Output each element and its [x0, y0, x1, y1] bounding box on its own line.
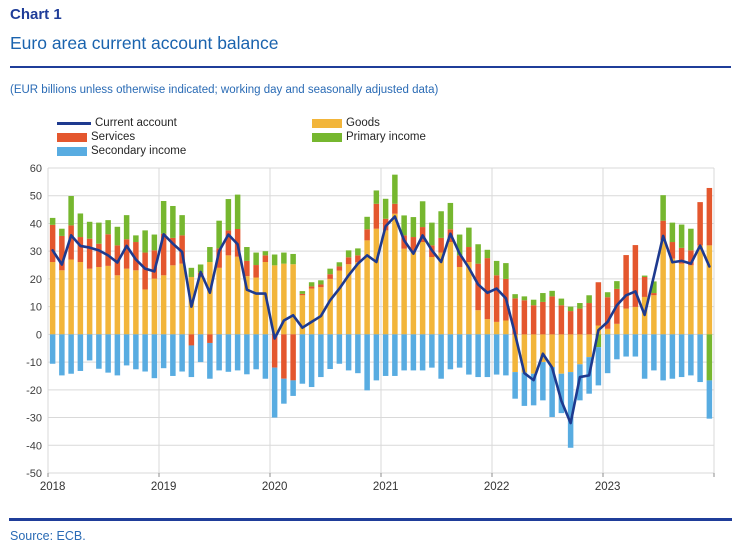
- bar-secondary-income: [448, 334, 454, 369]
- bar-goods: [152, 279, 158, 335]
- bar-secondary-income: [392, 334, 398, 376]
- bar-secondary-income: [189, 345, 195, 377]
- bar-goods: [549, 334, 555, 367]
- bar-secondary-income: [605, 334, 611, 373]
- bar-secondary-income: [429, 334, 435, 367]
- bar-services: [623, 255, 629, 309]
- bar-primary-income: [59, 229, 65, 236]
- bar-services: [281, 334, 287, 378]
- bar-primary-income: [420, 201, 426, 227]
- bar-secondary-income: [309, 334, 315, 387]
- bar-services: [697, 202, 703, 245]
- bar-goods: [697, 245, 703, 334]
- bar-goods: [355, 262, 361, 334]
- bar-primary-income: [411, 217, 417, 237]
- bar-primary-income: [179, 215, 185, 235]
- x-year-label: 2019: [150, 481, 177, 493]
- bar-services: [364, 229, 370, 240]
- bar-goods: [133, 270, 139, 334]
- bar-secondary-income: [411, 334, 417, 370]
- bar-goods: [448, 242, 454, 334]
- bar-services: [559, 305, 565, 334]
- bar-primary-income: [170, 206, 176, 238]
- bar-goods: [559, 334, 565, 373]
- bar-goods: [253, 278, 259, 335]
- bar-secondary-income: [115, 334, 121, 375]
- bar-services: [577, 309, 583, 335]
- bar-secondary-income: [401, 334, 407, 370]
- source-text: Source: ECB.: [10, 529, 86, 543]
- bar-services: [300, 294, 306, 295]
- bar-services: [651, 293, 657, 295]
- bar-secondary-income: [179, 334, 185, 371]
- bar-primary-income: [152, 235, 158, 251]
- bar-secondary-income: [420, 334, 426, 370]
- bar-goods: [485, 319, 491, 334]
- bar-primary-income: [660, 195, 666, 221]
- bar-services: [142, 253, 148, 290]
- bar-secondary-income: [485, 334, 491, 377]
- bar-primary-income: [568, 307, 574, 311]
- bar-secondary-income: [59, 334, 65, 375]
- bar-primary-income: [549, 291, 555, 297]
- bar-primary-income: [142, 230, 148, 252]
- bar-primary-income: [96, 223, 102, 244]
- bar-goods: [207, 262, 213, 334]
- bar-goods: [374, 229, 380, 335]
- bar-primary-income: [115, 227, 121, 246]
- bar-goods: [87, 269, 93, 335]
- bar-primary-income: [161, 201, 167, 234]
- bar-primary-income: [309, 282, 315, 286]
- bar-secondary-income: [281, 379, 287, 404]
- bar-secondary-income: [670, 334, 676, 378]
- bar-goods: [115, 275, 121, 334]
- bar-primary-income: [475, 244, 481, 263]
- bar-services: [392, 204, 398, 214]
- x-year-label: 2021: [372, 481, 399, 493]
- bar-services: [596, 282, 602, 325]
- y-tick-label: -50: [26, 468, 42, 480]
- bar-services: [337, 266, 343, 270]
- bar-primary-income: [485, 250, 491, 258]
- bar-primary-income: [642, 276, 648, 277]
- bar-secondary-income: [346, 334, 352, 370]
- bar-goods: [688, 265, 694, 334]
- bar-primary-income: [559, 299, 565, 306]
- bar-secondary-income: [707, 380, 713, 418]
- bar-primary-income: [512, 294, 518, 298]
- bar-goods: [290, 264, 296, 334]
- bar-goods: [586, 334, 592, 357]
- bar-goods: [475, 310, 481, 334]
- legend-label-goods: Goods: [346, 117, 380, 129]
- bar-goods: [124, 269, 130, 335]
- bar-goods: [457, 267, 463, 334]
- bar-goods: [494, 322, 500, 334]
- chart-kicker: Chart 1: [10, 6, 62, 23]
- bar-secondary-income: [540, 362, 546, 400]
- bar-secondary-income: [216, 334, 222, 370]
- bar-primary-income: [290, 254, 296, 264]
- bar-secondary-income: [300, 334, 306, 383]
- bar-secondary-income: [50, 334, 56, 363]
- x-year-label: 2022: [483, 481, 510, 493]
- x-year-label: 2023: [594, 481, 621, 493]
- bar-goods: [59, 270, 65, 334]
- bar-secondary-income: [697, 334, 703, 382]
- bar-primary-income: [87, 222, 93, 239]
- bar-secondary-income: [494, 334, 500, 374]
- bar-services: [586, 303, 592, 334]
- y-tick-label: -10: [26, 357, 42, 370]
- bar-goods: [438, 253, 444, 335]
- bar-services: [531, 305, 537, 334]
- bar-goods: [226, 255, 232, 334]
- bar-goods: [383, 230, 389, 334]
- bar-primary-income: [586, 295, 592, 303]
- x-year-label: 2018: [39, 481, 66, 493]
- bar-primary-income: [392, 175, 398, 204]
- bar-services: [50, 225, 56, 262]
- bar-primary-income: [679, 225, 685, 248]
- bar-primary-income: [429, 223, 435, 246]
- bar-primary-income: [281, 253, 287, 264]
- bar-primary-income: [466, 228, 472, 247]
- bar-services: [494, 275, 500, 322]
- bar-goods: [78, 262, 84, 334]
- bar-goods: [235, 257, 241, 335]
- bar-services: [549, 296, 555, 334]
- bar-primary-income: [244, 247, 250, 261]
- bar-goods: [429, 257, 435, 334]
- bar-goods: [614, 324, 620, 335]
- bar-primary-income: [253, 253, 259, 265]
- bar-services: [124, 239, 130, 268]
- bar-goods: [679, 264, 685, 335]
- bar-secondary-income: [105, 334, 111, 372]
- bar-secondary-income: [170, 334, 176, 376]
- bar-secondary-income: [475, 334, 481, 377]
- bar-secondary-income: [226, 334, 232, 371]
- bar-primary-income: [124, 215, 130, 239]
- bar-goods: [392, 214, 398, 335]
- bar-services: [346, 257, 352, 264]
- bar-goods: [660, 240, 666, 334]
- bar-primary-income: [577, 303, 583, 309]
- bar-services: [189, 334, 195, 345]
- bar-goods: [531, 334, 537, 373]
- bar-services: [642, 277, 648, 297]
- bar-primary-income: [207, 247, 213, 262]
- bar-secondary-income: [623, 334, 629, 356]
- bar-secondary-income: [438, 334, 444, 378]
- footer-rule: [9, 518, 732, 521]
- bar-secondary-income: [161, 334, 167, 368]
- bar-goods: [707, 245, 713, 334]
- bar-services: [105, 234, 111, 266]
- bar-secondary-income: [522, 373, 528, 406]
- bar-secondary-income: [133, 334, 139, 369]
- bar-services: [290, 334, 296, 380]
- bar-goods: [503, 321, 509, 335]
- y-tick-label: -40: [26, 440, 42, 453]
- y-tick-label: 60: [29, 163, 42, 175]
- bar-secondary-income: [152, 334, 158, 378]
- bar-services: [374, 204, 380, 229]
- bar-goods: [309, 289, 315, 335]
- bar-primary-income: [50, 218, 56, 225]
- bar-services: [96, 244, 102, 267]
- bar-secondary-income: [263, 334, 269, 378]
- bar-secondary-income: [96, 334, 102, 368]
- bar-primary-income: [226, 199, 232, 230]
- bar-primary-income: [494, 261, 500, 275]
- bar-primary-income: [364, 217, 370, 229]
- bar-services: [253, 265, 259, 277]
- bar-primary-income: [263, 251, 269, 255]
- bar-goods: [651, 295, 657, 334]
- bar-goods: [50, 262, 56, 334]
- bar-primary-income: [68, 196, 74, 225]
- bar-goods: [327, 279, 333, 334]
- bar-primary-income: [503, 263, 509, 279]
- bar-secondary-income: [596, 347, 602, 385]
- bar-secondary-income: [374, 334, 380, 380]
- bar-secondary-income: [688, 334, 694, 375]
- bar-goods: [161, 275, 167, 334]
- bar-primary-income: [327, 269, 333, 275]
- bar-goods: [605, 329, 611, 335]
- bar-primary-income: [355, 248, 361, 255]
- bar-primary-income: [78, 213, 84, 237]
- bar-secondary-income: [642, 334, 648, 378]
- bar-secondary-income: [614, 334, 620, 359]
- bar-goods: [198, 277, 204, 334]
- bar-secondary-income: [87, 334, 93, 360]
- bar-secondary-income: [383, 334, 389, 376]
- bar-primary-income: [272, 255, 278, 266]
- bar-primary-income: [438, 211, 444, 238]
- bar-primary-income: [300, 291, 306, 294]
- bar-services: [87, 239, 93, 269]
- y-tick-label: 50: [29, 190, 42, 203]
- legend-label-services: Services: [91, 131, 136, 143]
- bar-goods: [670, 259, 676, 335]
- legend-label-current-account: Current account: [95, 117, 177, 129]
- bar-secondary-income: [244, 334, 250, 374]
- chart-note: (EUR billions unless otherwise indicated; working day and seasonally adjusted data): [10, 84, 439, 96]
- bar-primary-income: [337, 262, 343, 266]
- bar-secondary-income: [327, 334, 333, 369]
- bar-secondary-income: [68, 334, 74, 373]
- bar-services: [318, 284, 324, 287]
- bar-primary-income: [688, 229, 694, 251]
- bar-goods: [105, 266, 111, 334]
- bar-goods: [142, 289, 148, 334]
- bar-primary-income: [670, 223, 676, 242]
- bar-primary-income: [189, 268, 195, 277]
- bar-secondary-income: [466, 334, 472, 374]
- bar-services: [207, 334, 213, 343]
- bar-goods: [577, 334, 583, 364]
- y-tick-label: 30: [29, 246, 42, 259]
- bar-services: [485, 258, 491, 319]
- bar-services: [466, 247, 472, 262]
- bar-secondary-income: [679, 334, 685, 377]
- bar-primary-income: [374, 190, 380, 203]
- bar-secondary-income: [253, 334, 259, 369]
- bar-primary-income: [540, 293, 546, 302]
- bar-services: [327, 274, 333, 279]
- bar-services: [568, 311, 574, 334]
- bar-goods: [337, 271, 343, 335]
- bar-goods: [68, 260, 74, 335]
- bar-services: [78, 237, 84, 262]
- x-year-label: 2020: [261, 481, 288, 493]
- bar-goods: [633, 307, 639, 334]
- bar-goods: [568, 334, 574, 372]
- y-tick-label: 20: [29, 273, 42, 286]
- bar-services: [522, 300, 528, 334]
- bar-services: [707, 188, 713, 245]
- y-tick-label: 0: [35, 329, 42, 342]
- bar-secondary-income: [318, 334, 324, 377]
- bar-primary-income: [522, 296, 528, 300]
- bar-secondary-income: [272, 368, 278, 418]
- bar-secondary-income: [198, 334, 204, 362]
- bar-primary-income: [318, 280, 324, 284]
- bar-goods: [420, 242, 426, 334]
- bar-primary-income: [216, 221, 222, 249]
- bar-secondary-income: [651, 334, 657, 370]
- bar-primary-income: [605, 292, 611, 297]
- bar-secondary-income: [235, 334, 241, 370]
- bar-services: [263, 255, 269, 262]
- bar-goods: [170, 265, 176, 334]
- bar-goods: [401, 249, 407, 335]
- bar-secondary-income: [512, 372, 518, 399]
- bar-services: [309, 286, 315, 288]
- bar-goods: [623, 309, 629, 335]
- y-tick-label: -30: [26, 412, 42, 425]
- y-tick-label: -20: [26, 384, 42, 397]
- bar-secondary-income: [142, 334, 148, 371]
- bar-secondary-income: [364, 334, 370, 390]
- legend-label-secondary-income: Secondary income: [91, 145, 187, 157]
- bar-primary-income: [448, 203, 454, 229]
- y-tick-label: 10: [29, 301, 42, 314]
- bar-secondary-income: [290, 380, 296, 396]
- bar-services: [438, 238, 444, 253]
- bar-secondary-income: [207, 343, 213, 379]
- bar-secondary-income: [457, 334, 463, 367]
- bar-secondary-income: [124, 334, 130, 365]
- bar-secondary-income: [633, 334, 639, 356]
- bar-primary-income: [383, 199, 389, 219]
- bar-goods: [216, 268, 222, 335]
- bar-secondary-income: [503, 334, 509, 375]
- bar-goods: [179, 264, 185, 335]
- bar-primary-income: [531, 300, 537, 306]
- bar-primary-income: [133, 235, 139, 242]
- bar-secondary-income: [337, 334, 343, 363]
- bar-services: [540, 302, 546, 334]
- bar-goods: [96, 267, 102, 334]
- legend-label-primary-income: Primary income: [346, 131, 426, 143]
- bar-goods: [411, 252, 417, 334]
- bar-primary-income: [346, 250, 352, 257]
- bar-primary-income: [707, 334, 713, 380]
- bar-primary-income: [614, 281, 620, 289]
- bar-primary-income: [235, 195, 241, 229]
- y-tick-label: 40: [29, 218, 42, 231]
- bar-secondary-income: [78, 334, 84, 371]
- bar-secondary-income: [355, 334, 361, 373]
- bar-primary-income: [105, 220, 111, 234]
- page-title: Euro area current account balance: [10, 33, 279, 53]
- bar-secondary-income: [660, 334, 666, 380]
